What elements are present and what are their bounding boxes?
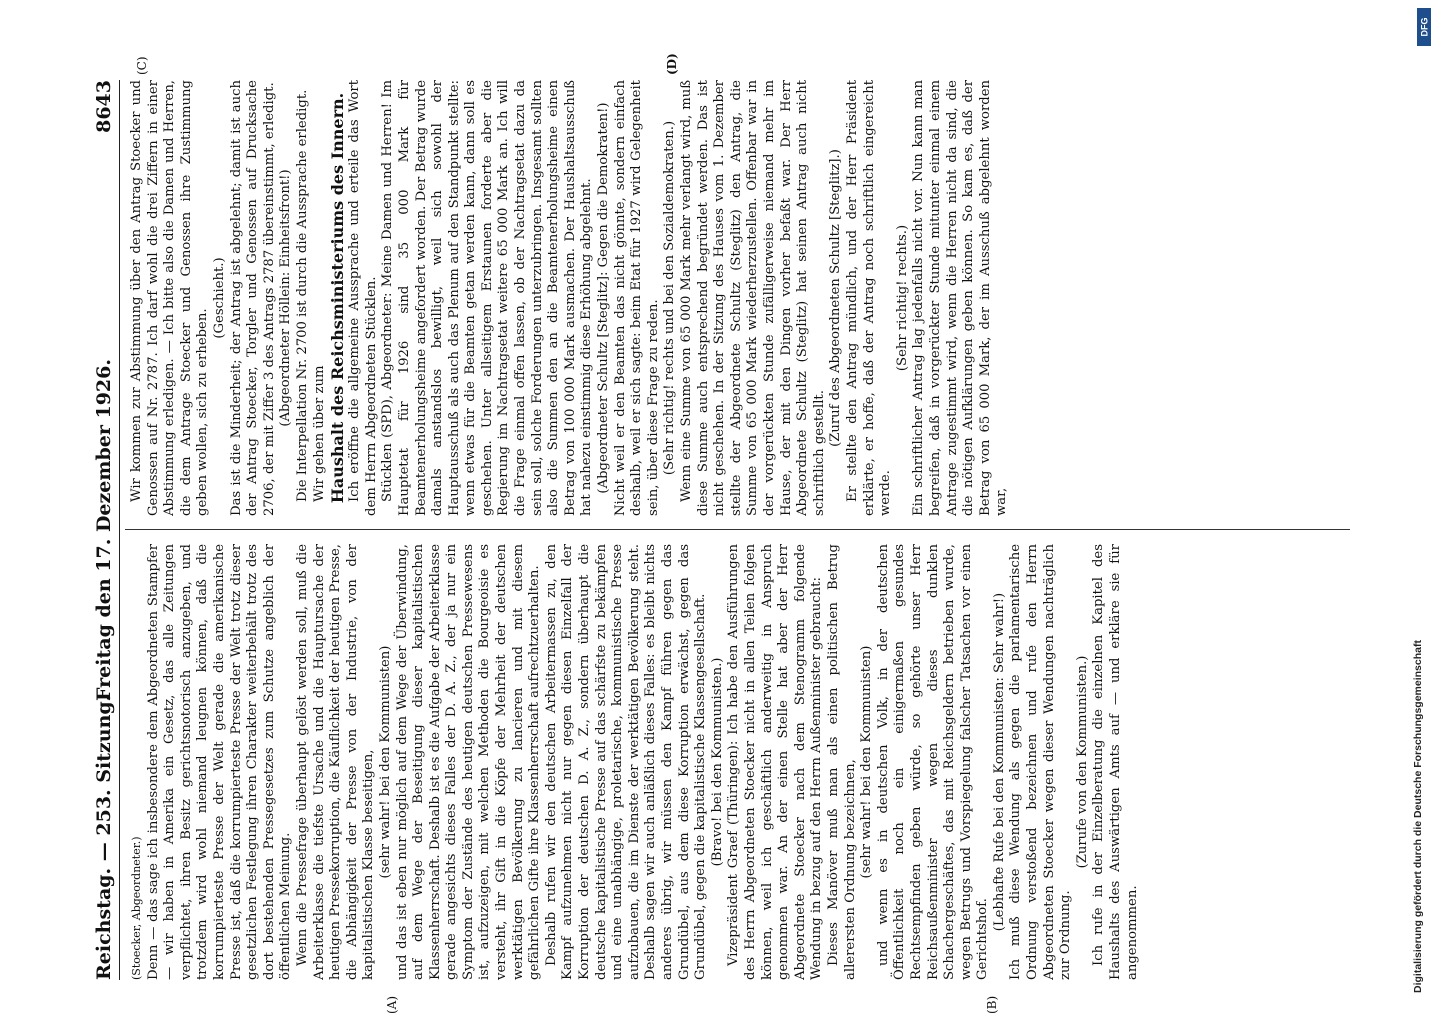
paragraph: Wenn die Pressefrage überhaupt gelöst werden soll, muß die Arbeiterklasse die tiefste Ursache und die Hauptursache der heutigen Pressekorruption, die Käuflichkeit der heutigen Presse, die Abhängigkeit der Presse von der Industrie, von der kapitalistischen Klasse beseitigen, — [294, 544, 377, 980]
column-divider — [125, 529, 1350, 530]
header-page-number: 8643 — [93, 80, 115, 133]
header-session: Reichstag. — 253. Sitzung. — [93, 694, 115, 980]
paragraph: Die Interpellation Nr. 2700 ist durch die Aussprache erledigt. — [294, 89, 310, 502]
paragraph: Wenn eine Summe von 65 000 Mark mehr verlangt wird, muß diese Summe auch entsprechend begründet werden. Das ist nicht geschehen. In der Sitzung des Hauses vom 1. Dezember stellte der Abgeordnete Schultz (Steglitz) den Antrag, die Summe von 65 000 Mark wiederherzustellen. Offenbar war in der vorgerückten Stunde zufälligerweise niemand mehr im Hause, der mit den Dingen vorher befaßt war. Der Herr Abgeordnete Schultz (Steglitz) hat seinen Antrag auch nicht schriftlich gestellt. — [679, 80, 827, 516]
paragraph: Wir kommen zur Abstimmung über den Antrag Stoecker und Genossen auf Nr. 2787. Ich darf wohl die drei Ziffern in einer Abstimmung erledigen. — Ich bitte also die Damen und Herren, die dem Antrage Stoecker und Genossen ihre Zustimmung geben wollen, sich zu erheben. — [129, 80, 211, 516]
rotated-document-page — [85, 53, 1355, 1014]
margin-marker-c: (C) — [135, 56, 149, 75]
margin-marker-b: (B) — [985, 995, 999, 1014]
margin-marker-a: (A) — [385, 995, 399, 1014]
paragraph: (sehr wahr! bei den Kommunisten) — [859, 645, 875, 879]
paragraph: Wir gehen über zum — [311, 365, 327, 502]
paragraph: Vizepräsident Graef (Thüringen): Ich habe den Ausführungen des Herrn Abgeordneten Stoecker nicht in allen Teilen folgen können, weil ich geschäftlich anderweitig in Anspruch genommen war. An der einen Stelle hat aber der Herr Abgeordnete Stoecker nach dem Stenogramm folgende Wendung in bezug auf den Herrn Außenminister gebraucht: — [726, 544, 825, 980]
paragraph: (Sehr richtig! rechts und bei den Sozialdemokraten.) — [662, 120, 678, 476]
left-column — [129, 544, 1349, 980]
paragraph: (Bravo! bei den Kommunisten.) — [709, 657, 725, 867]
paragraph: und wenn es in deutschen Volk, in der deutschen Öffentlichkeit noch ein einigermaßen gesundes Rechtsempfinden geben würde, so gehörte unser Herr Reichsaußenminister wegen dieses dunklen Schachergeschäftes, das mit Reichsgeldern betrieben wurde, wegen Betrugs und Vorspiegelung falscher Tatsachen vor einen Gerichtshof. — [875, 544, 991, 980]
paragraph: Er stellte den Antrag mündlich, und der Herr Präsident erklärte, er hoffe, daß der Antrag noch schriftlich eingereicht werde. — [844, 80, 894, 516]
paragraph: Denn — das sage ich insbesondere dem Abgeordneten Stampfer — wir haben in Amerika ein Gesetz, das alle Zeitungen verpflichtet, ihren Besitz gerichtsnotorisch anzugeben, und trotzdem wird wohl niemand leugnen können, daß die korrumpierteste Presse der Welt gerade die amerikanische Presse ist, daß die korrumpierteste Presse der Welt trotz dieser gesetzlichen Festlegung ihren Charakter weiterbehält trotz des dort bestehenden Pressegesetzes zum Schutze angeblich der öffentlichen Meinung. — [145, 544, 294, 980]
page-header — [85, 80, 120, 980]
paragraph: Das ist die Minderheit; der Antrag ist abgelehnt; damit ist auch der Antrag Stoecker, Torgler und Genossen auf Drucksache 2706, der mit Ziffer 3 des Antrags 2787 übereinstimmt, erledigt. — [228, 80, 277, 516]
paragraph: Ich eröffne die allgemeine Aussprache und erteile das Wort dem Herrn Abgeordneten Stücklen. — [347, 80, 379, 516]
paragraph: Stücklen (SPD), Abgeordneter: Meine Damen und Herren! Im Hauptetat für 1926 sind 35 000 Mark für Beamtenerholungsheime angefordert worden. Der Betrag wurde damals anstandslos bewilligt, weil sich sowohl der Hauptausschuß als auch das Plenum auf den Standpunkt stellte: wenn etwas für die Beamten getan werden kann, dann soll es geschehen. Unter allseitigem Erstaunen forderte aber die Regierung im Nachtragsetat weitere 65 000 Mark an. Ich will die Frage einmal offen lassen, ob der Nachtragsetat dazu da sein soll, solche Forderungen unterzubringen. Insgesamt sollten also die Summen den an die Beamtenerholungsheime einen Betrag von 100 000 Mark ausmachen. Der Haushaltsausschuß hat nahezu einstimmig diese Erhöhung abgelehnt. — [380, 80, 595, 516]
digitization-note — [1410, 8, 1430, 998]
paragraph: (Zurufe von den Kommunisten.) — [1074, 655, 1090, 869]
right-column — [129, 80, 1349, 516]
paragraph: (Lebhafte Rufe bei den Kommunisten: Sehr wahr!) — [991, 592, 1007, 932]
digitization-note-text: Digitalisierung gefördert durch die Deutsche Forschungsgemeinschaft — [1412, 640, 1424, 993]
paragraph: Ich muß diese Wendung als gegen die parlamentarische Ordnung verstoßend bezeichnen und rufe den Herrn Abgeordneten Stoecker wegen dieser Wendungen nachträglich zur Ordnung. — [1008, 544, 1074, 980]
header-date: Freitag den 17. Dezember 1926. — [93, 359, 115, 701]
margin-marker-d: (D) — [665, 53, 679, 75]
paragraph: (Zuruf des Abgeordneten Schultz [Steglitz].) — [828, 149, 844, 447]
paragraph: und das ist eben nur möglich auf dem Wege der Überwindung, auf dem Wege der Beseitigung dieser kapitalistischen Klassenherrschaft. Deshalb ist es die Aufgabe der Arbeiterklasse gerade angesichts dieses Falles der D. A. Z., der ja nur ein Symptom der Zustände des heutigen deutschen Pressewesens ist, aufzuzeigen, mit welchen Methoden die Bourgeoisie es versteht, ihr Gift in die Köpfe der Mehrheit der deutschen werktätigen Bevölkerung zu lancieren und mit diesem gefährlichen Gifte ihre Klassenherrschaft aufrechtzuerhalten. — [394, 544, 543, 980]
paragraph: (sehr wahr! bei den Kommunisten) — [377, 645, 393, 879]
paragraph: (Stoecker, Abgeordneter.) — [130, 836, 143, 980]
paragraph: (Abgeordneter Schultz [Steglitz]: Gegen die Demokraten!) — [596, 102, 612, 494]
paragraph: (Geschieht.) — [211, 257, 227, 339]
paragraph: Deshalb rufen wir den deutschen Arbeitermassen zu, den Kampf aufzunehmen nicht nur gegen diesen Einzelfall der Korruption der deutschen D. A. Z., sondern überhaupt die deutsche kapitalistische Presse auf das schärfste zu bekämpfen und eine unabhängige, proletarische, kommunistische Presse aufzubauen, die im Dienste der werktätigen Bevölkerung steht. Deshalb sagen wir auch anläßlich dieses Falles: es bleibt nichts anderes übrig, wir müssen den Kampf führen gegen das Grundübel, aus dem diese Korruption erwächst, gegen das Grundübel, gegen die kapitalistische Klassengesellschaft. — [543, 544, 709, 980]
paragraph: Dieses Manöver muß man als einen politischen Betrug allerersten Ordnung bezeichnen, — [825, 544, 858, 980]
paragraph: (Abgeordneter Höllein: Einheitsfront!) — [278, 169, 294, 427]
paragraph: Haushalt des Reichsministeriums des Innern. — [328, 92, 348, 504]
dfg-logo: DFG — [1417, 8, 1431, 46]
paragraph: Nicht weil er den Beamten das nicht gönnte, sondern einfach deshalb, weil er sich sagte: beim Etat für 1927 wird Gelegenheit sein, über diese Frage zu reden. — [612, 80, 661, 516]
paragraph: Ein schriftlicher Antrag lag jedenfalls nicht vor. Nun kann man begreifen, daß in vorgerückter Stunde mitunter einmal einem Antrage zugestimmt wird, wenn die Herren nicht da sind, die die nötigen Aufklärungen geben können. So kam es, daß der Betrag von 65 000 Mark, der im Ausschuß abgelehnt worden war, — [911, 80, 1010, 516]
paragraph: Ich rufe in der Einzelberatung die einzelnen Kapitel des Haushalts des Auswärtigen Amts auf — und erkläre sie für angenommen. — [1091, 544, 1140, 980]
paragraph: (Sehr richtig! rechts.) — [894, 224, 910, 372]
